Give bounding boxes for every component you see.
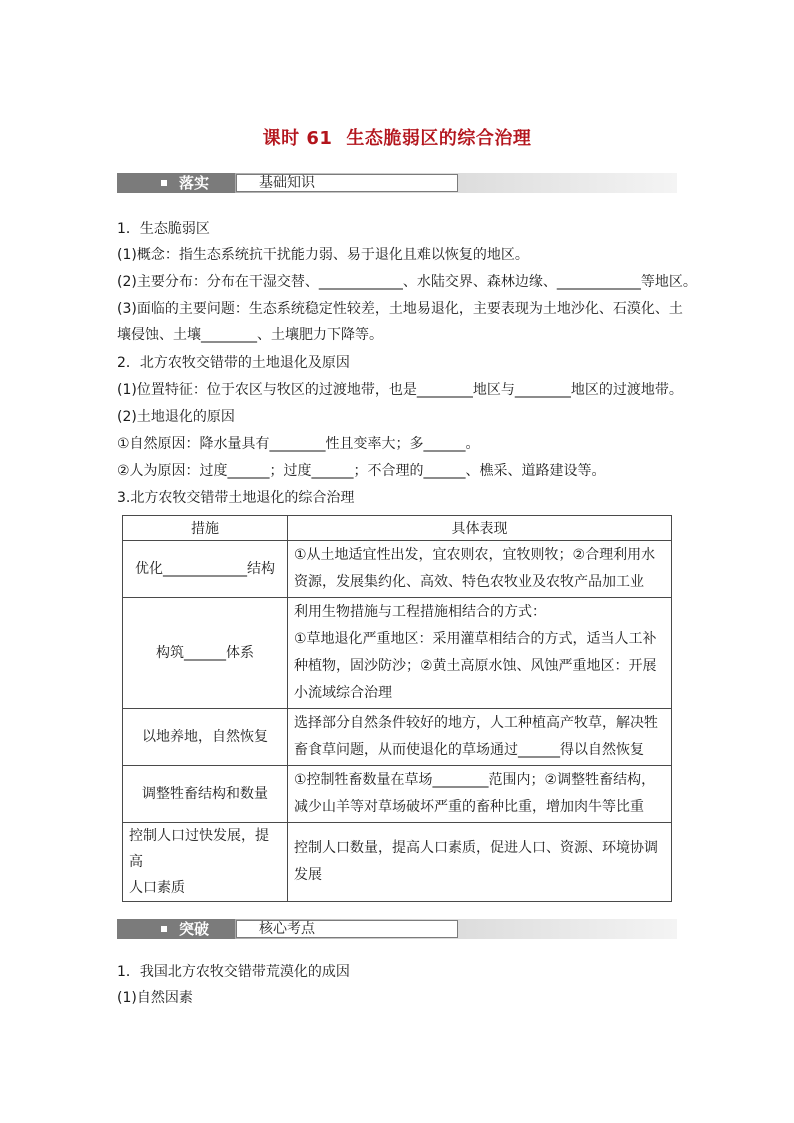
detail-line: 利用生物措施与工程措施相结合的方式：: [294, 604, 546, 620]
text-line: 3.北方农牧交错带土地退化的综合治理: [117, 490, 355, 506]
detail-line: 选择部分自然条件较好的地方，人工种植高产牧草，解决牲: [294, 715, 658, 731]
measure-cell: 优化____________结构: [123, 541, 288, 598]
section-sub-label: 基础知识: [259, 175, 315, 191]
measure-line: 控制人口过快发展，提高: [129, 828, 269, 870]
measure-cell: 构筑______体系: [123, 598, 288, 709]
measure-cell: [123, 823, 288, 902]
text-line: (1)概念：指生态系统抗干扰能力弱、易于退化且难以恢复的地区。: [117, 247, 529, 263]
section-sub-label-box: [236, 174, 458, 192]
detail-cell: [288, 823, 672, 902]
detail-line: 控制人口数量，提高人口素质，促进人口、资源、环境协调: [294, 840, 658, 856]
text-line: 1．我国北方农牧交错带荒漠化的成因: [117, 964, 350, 980]
detail-line: 小流域综合治理: [294, 685, 392, 701]
detail-line: ①控制牲畜数量在草场________范围内；②调整牲畜结构，: [294, 772, 656, 788]
text-line: 壤侵蚀、土壤________、土壤肥力下降等。: [117, 327, 383, 343]
detail-cell: [288, 598, 672, 709]
detail-line: ①草地退化严重地区：采用灌草相结合的方式，适当人工补: [294, 631, 657, 647]
table-row: [123, 823, 672, 902]
lesson-number: 课时 61: [262, 128, 333, 149]
detail-line: 种植物，固沙防沙；②黄土高原水蚀、风蚀严重地区：开展: [294, 658, 657, 674]
section-banner-basic: [117, 173, 677, 193]
detail-cell: [288, 709, 672, 766]
section-main-label: 突破: [179, 920, 210, 938]
detail-line: 减少山羊等对草场破坏严重的畜种比重，增加肉牛等比重: [294, 799, 644, 815]
text-line: (1)位置特征：位于农区与牧区的过渡地带，也是________地区与________地区的过渡地带。: [117, 382, 683, 398]
table-header-row: [123, 516, 672, 541]
square-bullet-icon: [161, 180, 167, 186]
text-line: 1．生态脆弱区: [117, 221, 210, 237]
text-line: (1)自然因素: [117, 990, 193, 1006]
table-row: [123, 541, 672, 598]
text-line: ①自然原因：降水量具有________性且变率大；多______。: [117, 436, 480, 452]
text-line: 2．北方农牧交错带的土地退化及原因: [117, 355, 350, 371]
section-sub-label-box: [236, 920, 458, 938]
detail-cell: [288, 766, 672, 823]
table-header: 具体表现: [288, 516, 672, 541]
measure-cell: 调整牲畜结构和数量: [123, 766, 288, 823]
text-line: (2)主要分布：分布在干湿交替、____________、水陆交界、森林边缘、____________等地区。: [117, 274, 697, 290]
square-bullet-icon: [161, 926, 167, 932]
table-row: [123, 766, 672, 823]
detail-line: 资源，发展集约化、高效、特色农牧业及农牧产品加工业: [294, 574, 644, 590]
text-line: (3)面临的主要问题：生态系统稳定性较差，土地易退化，主要表现为土地沙化、石漠化、土: [117, 301, 683, 317]
section-main-label: 落实: [179, 174, 210, 192]
measure-cell: 以地养地，自然恢复: [123, 709, 288, 766]
page-title: [0, 124, 794, 150]
detail-line: 发展: [294, 867, 322, 883]
governance-table: [122, 515, 672, 902]
text-line: ②人为原因：过度______；过度______；不合理的______、樵采、道路建设等。: [117, 463, 606, 479]
measure-line: 人口素质: [129, 880, 185, 896]
table-header: 措施: [123, 516, 288, 541]
detail-line: ①从土地适宜性出发，宜农则农，宜牧则牧；②合理利用水: [294, 547, 656, 563]
text-line: (2)土地退化的原因: [117, 409, 235, 425]
lesson-topic: 生态脆弱区的综合治理: [346, 128, 532, 149]
table-row: [123, 598, 672, 709]
section-sub-label: 核心考点: [259, 921, 315, 937]
detail-cell: [288, 541, 672, 598]
section-banner-core: [117, 919, 677, 939]
table-row: [123, 709, 672, 766]
detail-line: 畜食草问题，从而使退化的草场通过______得以自然恢复: [294, 742, 644, 758]
